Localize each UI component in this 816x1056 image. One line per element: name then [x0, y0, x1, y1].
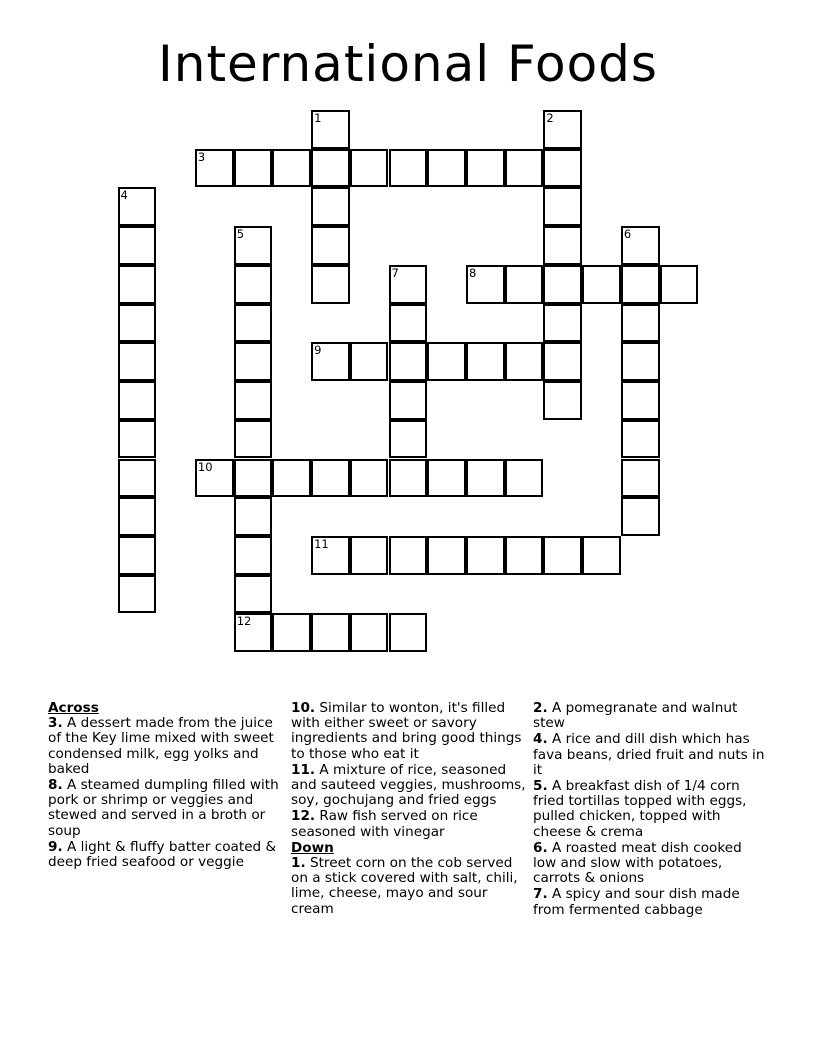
clue — [48, 778, 284, 839]
grid-cell[interactable] — [234, 304, 273, 343]
clue-number: 10 — [197, 459, 213, 474]
grid-cell[interactable] — [543, 304, 582, 343]
grid-cell[interactable] — [311, 265, 350, 304]
clue — [533, 779, 769, 840]
clue-number: 2 — [546, 111, 554, 125]
grid-cell[interactable] — [234, 149, 273, 188]
clue — [291, 856, 527, 917]
clue-text: A pomegranate and walnut stew — [533, 700, 738, 732]
clue-number: 9 — [314, 343, 322, 358]
grid-cell[interactable] — [350, 459, 389, 498]
grid-cell[interactable] — [582, 536, 621, 575]
grid-cell[interactable] — [234, 536, 273, 575]
clue — [533, 887, 769, 917]
grid-cell[interactable] — [311, 536, 350, 575]
grid-cell[interactable] — [505, 342, 544, 381]
grid-cell[interactable] — [543, 187, 582, 226]
grid-cell[interactable] — [311, 110, 350, 149]
grid-cell[interactable] — [311, 459, 350, 498]
clue — [291, 763, 527, 809]
grid-cell[interactable] — [234, 265, 273, 304]
clue-number-label: 9. — [48, 838, 63, 855]
grid-cell[interactable] — [118, 226, 157, 265]
page-title: International Foods — [158, 35, 658, 93]
grid-cell[interactable] — [272, 613, 311, 652]
clue-text: A spicy and sour dish made from fermented cabbage — [533, 886, 740, 918]
clue-number: 3 — [197, 149, 206, 164]
grid-cell[interactable] — [118, 536, 157, 575]
clue-number-label: 8. — [48, 777, 63, 794]
clue-number-label: 1. — [291, 855, 306, 872]
grid-cell[interactable] — [234, 613, 273, 652]
grid-cell[interactable] — [389, 536, 428, 575]
grid-cell[interactable] — [389, 342, 428, 381]
grid-cell[interactable] — [543, 226, 582, 265]
grid-cell[interactable] — [350, 536, 389, 575]
grid-cell[interactable] — [118, 420, 157, 459]
grid-cell[interactable] — [389, 304, 428, 343]
grid-cell[interactable] — [389, 381, 428, 420]
clue — [291, 701, 527, 762]
clue-number: 6 — [623, 227, 632, 242]
grid-cell[interactable] — [311, 149, 350, 188]
clue-number-label: 10. — [291, 700, 316, 716]
grid-cell[interactable] — [118, 575, 157, 614]
grid-cell[interactable] — [621, 459, 660, 498]
grid-cell[interactable] — [234, 381, 273, 420]
clue-number-label: 7. — [533, 886, 548, 903]
clue-column-3 — [533, 701, 769, 919]
grid-cell[interactable] — [427, 342, 466, 381]
clue-text: A breakfast dish of 1/4 corn fried tortillas topped with eggs, pulled chicken, topped with cheese & crema — [533, 778, 747, 840]
grid-cell[interactable] — [389, 265, 428, 304]
grid-cell[interactable] — [234, 459, 273, 498]
grid-cell[interactable] — [582, 265, 621, 304]
clue-number: 5 — [236, 227, 245, 242]
grid-cell[interactable] — [234, 226, 273, 265]
clue-number-label: 2. — [533, 700, 548, 716]
grid-cell[interactable] — [543, 381, 582, 420]
grid-cell[interactable] — [505, 459, 544, 498]
grid-cell[interactable] — [389, 149, 428, 188]
grid-cell[interactable] — [466, 149, 505, 188]
grid-cell[interactable] — [621, 381, 660, 420]
clue — [48, 840, 284, 870]
clue-number: 4 — [120, 188, 128, 203]
grid-cell[interactable] — [389, 420, 428, 459]
grid-cell[interactable] — [466, 265, 505, 304]
grid-cell[interactable] — [427, 536, 466, 575]
clue — [291, 809, 527, 839]
grid-cell[interactable] — [466, 459, 505, 498]
clue-number-label: 4. — [533, 731, 548, 748]
grid-cell[interactable] — [621, 420, 660, 459]
grid-cell[interactable] — [350, 149, 389, 188]
grid-cell[interactable] — [350, 613, 389, 652]
clue-number: 11 — [314, 536, 329, 551]
grid-cell[interactable] — [505, 149, 544, 188]
clue-text: A light & fluffy batter coated & deep fried seafood or veggie — [48, 838, 277, 871]
grid-cell[interactable] — [195, 149, 234, 188]
clue — [533, 701, 769, 731]
grid-cell[interactable] — [505, 536, 544, 575]
grid-cell[interactable] — [427, 149, 466, 188]
clue-number-label: 5. — [533, 778, 548, 795]
clue-text: A roasted meat dish cooked low and slow with potatoes, carrots & onions — [533, 839, 742, 887]
clue-number: 7 — [391, 265, 399, 280]
grid-cell[interactable] — [118, 304, 157, 343]
grid-cell[interactable] — [389, 459, 428, 498]
clue — [48, 716, 284, 777]
grid-cell[interactable] — [118, 497, 157, 536]
grid-cell[interactable] — [621, 497, 660, 536]
clue-column-2 — [291, 701, 527, 918]
clue — [533, 841, 769, 887]
grid-cell[interactable] — [272, 459, 311, 498]
grid-cell[interactable] — [543, 342, 582, 381]
clue-text: Raw fish served on rice seasoned with vinegar — [291, 808, 478, 840]
grid-cell[interactable] — [543, 536, 582, 575]
clue-heading: Down — [291, 839, 334, 856]
clue-number-label: 3. — [48, 715, 63, 732]
grid-cell[interactable] — [311, 342, 350, 381]
clue-number-label: 6. — [533, 839, 548, 856]
grid-cell[interactable] — [543, 149, 582, 188]
grid-cell[interactable] — [427, 459, 466, 498]
grid-cell[interactable] — [311, 613, 350, 652]
grid-cell[interactable] — [118, 381, 157, 420]
clue-text: Similar to wonton, it's filled with either sweet or savory ingredients and bring good things to those who eat it — [291, 700, 522, 762]
grid-cell[interactable] — [621, 342, 660, 381]
clue-number-label: 11. — [291, 761, 316, 778]
grid-cell[interactable] — [234, 575, 273, 614]
clue-text: A rice and dill dish which has fava beans, dried fruit and nuts in it — [533, 731, 765, 778]
grid-cell[interactable] — [234, 420, 273, 459]
clue-text: A steamed dumpling filled with pork or shrimp or veggies and stewed and served in a broth or soup — [48, 777, 279, 839]
clue-heading: Across — [48, 700, 99, 716]
clue-text: Street corn on the cob served on a stick covered with salt, chili, lime, cheese, mayo and sour cream — [291, 855, 518, 917]
grid-cell[interactable] — [234, 497, 273, 536]
grid-cell[interactable] — [621, 304, 660, 343]
grid-cell[interactable] — [621, 226, 660, 265]
grid-cell[interactable] — [118, 187, 157, 226]
grid-cell[interactable] — [311, 187, 350, 226]
grid-cell[interactable] — [272, 149, 311, 188]
grid-cell[interactable] — [234, 342, 273, 381]
grid-cell[interactable] — [660, 265, 699, 304]
grid-cell[interactable] — [543, 265, 582, 304]
clue — [533, 732, 769, 778]
clue-number: 12 — [236, 614, 252, 629]
grid-cell[interactable] — [543, 110, 582, 149]
grid-cell[interactable] — [466, 536, 505, 575]
grid-cell[interactable] — [311, 226, 350, 265]
grid-cell[interactable] — [621, 265, 660, 304]
grid-cell[interactable] — [350, 342, 389, 381]
grid-cell[interactable] — [118, 265, 157, 304]
grid-cell[interactable] — [195, 459, 234, 498]
grid-cell[interactable] — [389, 613, 428, 652]
clue-text: A dessert made from the juice of the Key lime mixed with sweet condensed milk, egg yolks and baked — [48, 715, 274, 777]
clue-number: 8 — [469, 265, 477, 280]
clue-number: 1 — [314, 111, 322, 125]
grid-cell[interactable] — [118, 459, 157, 498]
grid-cell[interactable] — [466, 342, 505, 381]
clue-text: A mixture of rice, seasoned and sauteed veggies, mushrooms, soy, gochujang and fried eggs — [291, 761, 526, 809]
grid-cell[interactable] — [118, 342, 157, 381]
clue-number-label: 12. — [291, 808, 316, 825]
clue-column-1 — [48, 701, 284, 871]
grid-cell[interactable] — [505, 265, 544, 304]
